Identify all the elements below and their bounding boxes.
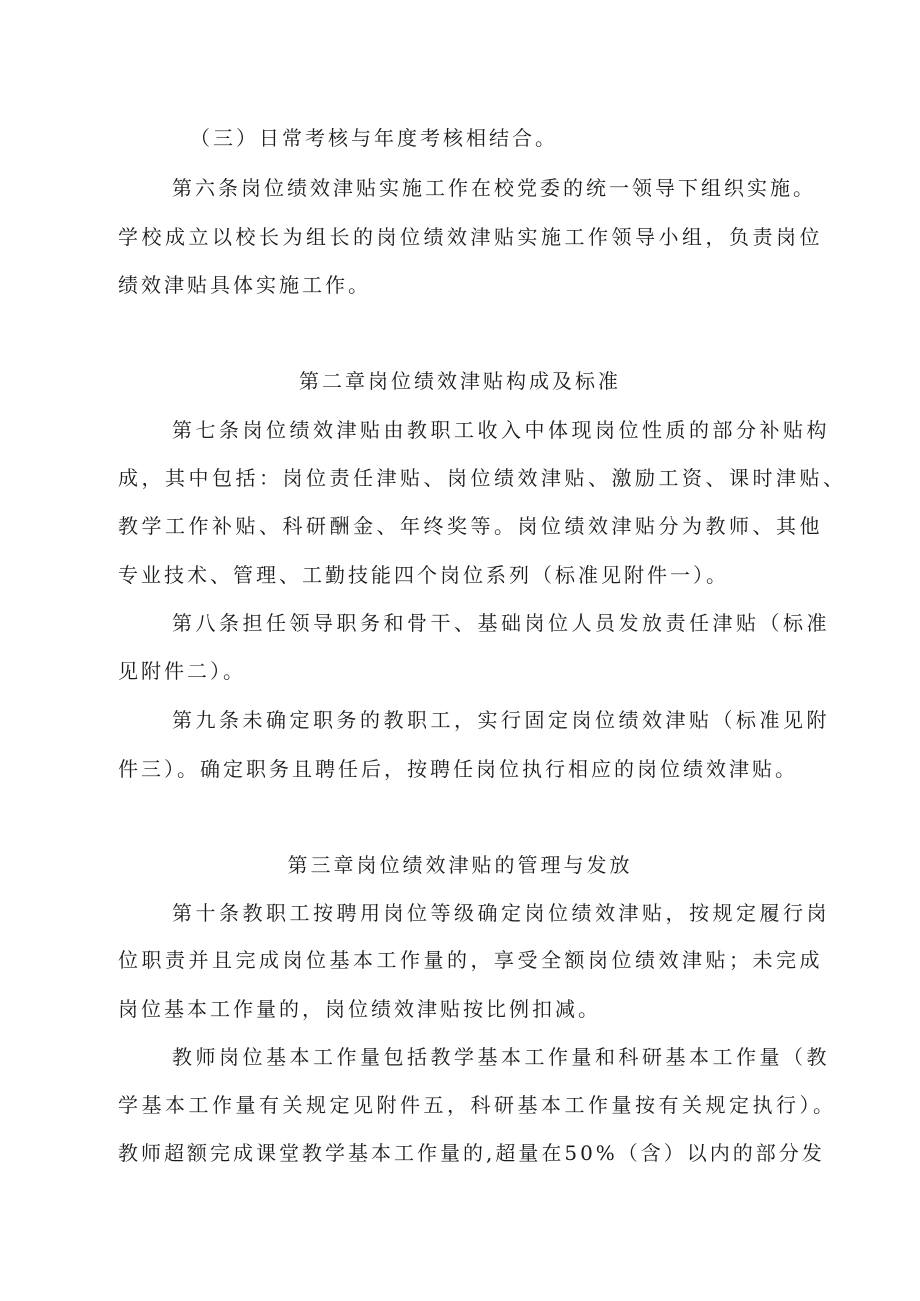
article-8-line-1: 第八条担任领导职务和骨干、基础岗位人员发放责任津贴（标准	[172, 611, 830, 635]
article-10-para2-line-3: 教师超额完成课堂教学基本工作量的,超量在50%（含）以内的部分发	[118, 1141, 825, 1165]
article-6-line-1: 第六条岗位绩效津贴实施工作在校党委的统一领导下组织实施。	[172, 176, 816, 200]
article-7-line-1: 第七条岗位绩效津贴由教职工收入中体现岗位性质的部分补贴构	[172, 418, 830, 442]
article-6-line-2: 学校成立以校长为组长的岗位绩效津贴实施工作领导小组，负责岗位	[118, 225, 823, 249]
article-10-line-2: 位职责并且完成岗位基本工作量的，享受全额岗位绩效津贴；未完成	[118, 948, 823, 972]
article-8-line-2: 见附件二）。	[118, 659, 246, 683]
article-9-line-1: 第九条未确定职务的教职工，实行固定岗位绩效津贴（标准见附	[172, 708, 830, 732]
article-7-line-2: 成，其中包括：岗位责任津贴、岗位绩效津贴、激励工资、课时津贴、	[118, 466, 847, 490]
article-10-line-1: 第十条教职工按聘用岗位等级确定岗位绩效津贴，按规定履行岗	[172, 901, 830, 925]
article-10-para2-line-2: 学基本工作量有关规定见附件五，科研基本工作量按有关规定执行）。	[118, 1093, 837, 1117]
clause-5-item-3: （三）日常考核与年度考核相结合。	[190, 126, 558, 150]
article-9-line-2: 件三）。确定职务且聘任后，按聘任岗位执行相应的岗位绩效津贴。	[118, 757, 798, 781]
article-7-line-4: 专业技术、管理、工勤技能四个岗位系列（标准见附件一）。	[118, 563, 729, 587]
article-6-line-3: 绩效津贴具体实施工作。	[118, 273, 371, 297]
chapter-2-heading: 第二章岗位绩效津贴构成及标准	[299, 369, 621, 393]
article-10-line-3: 岗位基本工作量的，岗位绩效津贴按比例扣减。	[118, 997, 601, 1021]
chapter-3-heading: 第三章岗位绩效津贴的管理与发放	[287, 853, 633, 877]
article-10-para2-line-1: 教师岗位基本工作量包括教学基本工作量和科研基本工作量（教	[172, 1045, 830, 1069]
article-7-line-3: 教学工作补贴、科研酬金、年终奖等。岗位绩效津贴分为教师、其他	[118, 514, 823, 538]
